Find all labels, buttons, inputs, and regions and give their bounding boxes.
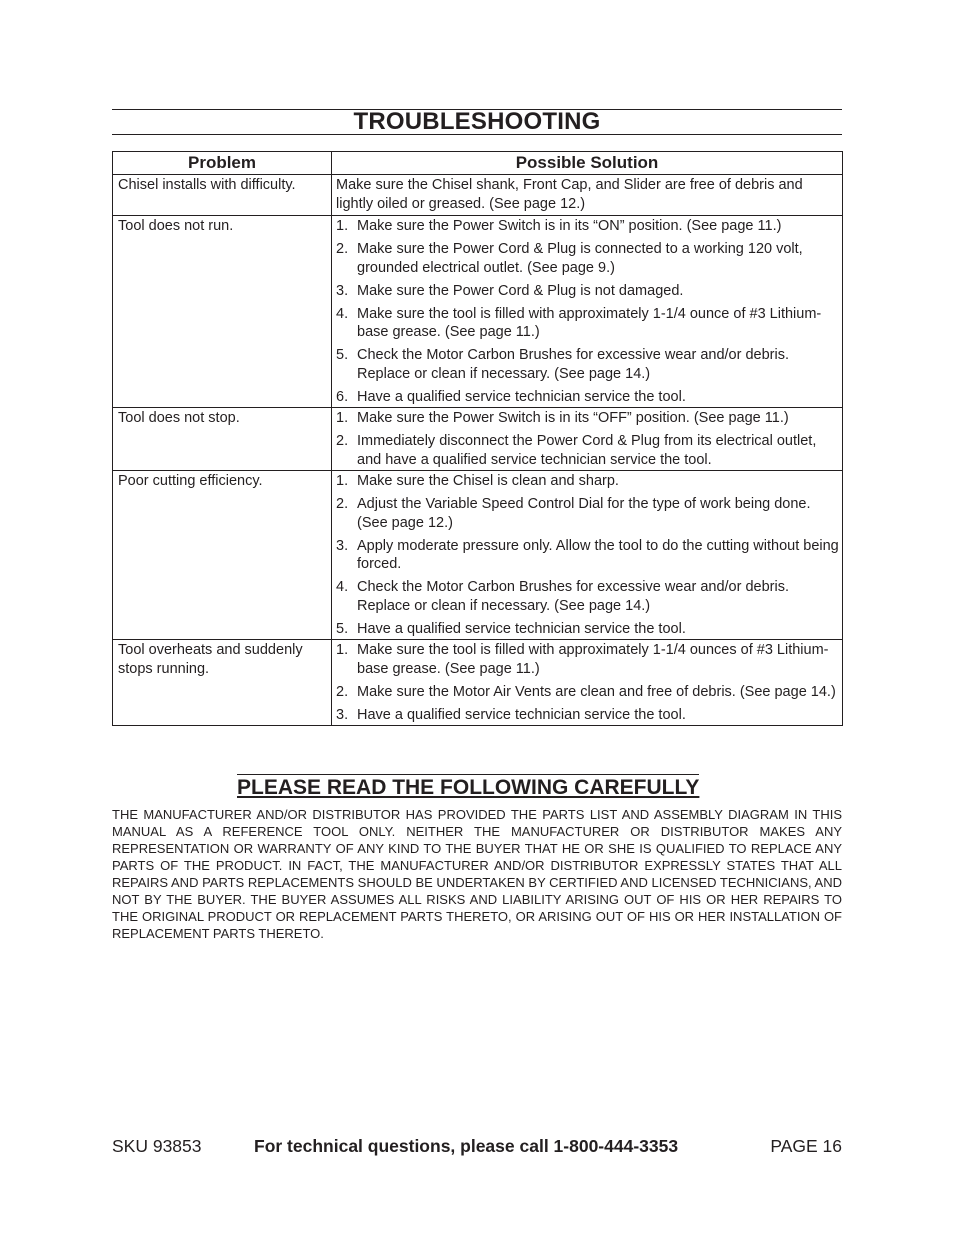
- step-text: Adjust the Variable Speed Control Dial for the type of work being done. (See page 12.): [357, 496, 811, 531]
- solution-step: [336, 282, 839, 301]
- step-number: 6.: [336, 388, 349, 405]
- step-number: 1.: [336, 218, 349, 234]
- step-text: Make sure the tool is filled with approximately 1-1/4 ounces of #3 Lithium-base grease. (See page 11.): [357, 642, 829, 677]
- solution-step: [336, 620, 839, 639]
- step-number: 2.: [336, 496, 349, 512]
- solution-cell: [332, 175, 843, 216]
- step-text: Have a qualified service technician service the tool.: [357, 388, 686, 405]
- table-row: [113, 175, 843, 216]
- problem-column-header: Problem: [113, 152, 332, 175]
- step-text: Have a qualified service technician service the tool.: [357, 620, 686, 637]
- step-number: 2.: [336, 241, 349, 257]
- problem-cell: Poor cutting efficiency.: [113, 471, 332, 640]
- step-text: Make sure the Power Cord & Plug is connected to a working 120 volt, grounded electrical outlet. (See page 9.): [357, 241, 803, 276]
- step-number: 2.: [336, 433, 349, 449]
- step-number: 4.: [336, 305, 349, 322]
- step-text: Check the Motor Carbon Brushes for excessive wear and/or debris. Replace or clean if necessary. (See page 14.): [357, 579, 789, 614]
- solution-step: [336, 472, 839, 491]
- solution-cell: [332, 640, 843, 726]
- step-number: 3.: [336, 706, 349, 723]
- solution-steps: [336, 641, 839, 724]
- notice-heading: PLEASE READ THE FOLLOWING CAREFULLY: [237, 776, 700, 799]
- problem-cell: Tool does not run.: [113, 216, 332, 408]
- step-number: 4.: [336, 579, 349, 595]
- step-text: Make sure the Chisel is clean and sharp.: [357, 473, 619, 489]
- solution-steps: [336, 472, 839, 638]
- step-number: 1.: [336, 642, 349, 658]
- step-text: Make sure the Power Cord & Plug is not damaged.: [357, 282, 684, 299]
- solution-step: [336, 683, 839, 702]
- step-text: Make sure the Power Switch is in its “OFF” position. (See page 11.): [357, 410, 789, 426]
- solution-text: Make sure the Chisel shank, Front Cap, and Slider are free of debris and lightly oiled or greased. (See page 12.): [336, 177, 803, 212]
- solution-step: [336, 388, 839, 407]
- solution-steps: [336, 217, 839, 406]
- step-number: 1.: [336, 410, 349, 426]
- problem-cell: Tool overheats and suddenly stops running.: [113, 640, 332, 726]
- problem-cell: Tool does not stop.: [113, 408, 332, 471]
- solution-step: [336, 305, 839, 342]
- footer-sku: SKU 93853: [112, 1136, 202, 1156]
- step-text: Apply moderate pressure only. Allow the tool to do the cutting without being forced.: [357, 537, 839, 572]
- disclaimer-paragraph: THE MANUFACTURER AND/OR DISTRIBUTOR HAS PROVIDED THE PARTS LIST AND ASSEMBLY DIAGRAM IN THIS MANUAL AS A REFERENCE TOOL ONLY. NEITHER THE MANUFACTURER OR DISTRIBUTOR MAKES ANY REPRESENTATION OR WARRANTY OF ANY KIND TO THE BUYER THAT HE OR SHE IS QUALIFIED TO REPLACE ANY PARTS OF THE PRODUCT. IN FACT, THE MANUFACTURER AND/OR DISTRIBUTOR EXPRESSLY STATES THAT ALL REPAIRS AND PARTS REPLACEMENTS SHOULD BE UNDERTAKEN BY CERTIFIED AND LICENSED TECHNICIANS, AND NOT BY THE BUYER. THE BUYER ASSUMES ALL RISKS AND LIABILITY ARISING OUT OF HIS OR HER REPAIRS TO THE ORIGINAL PRODUCT OR REPLACEMENT PARTS THERETO, OR ARISING OUT OF HIS OR HER INSTALLATION OF REPLACEMENT PARTS THERETO.: [112, 807, 842, 941]
- table-row: [113, 216, 843, 408]
- page-title: TROUBLESHOOTING: [353, 108, 601, 135]
- page-footer: [112, 1136, 842, 1158]
- step-text: Check the Motor Carbon Brushes for excessive wear and/or debris. Replace or clean if necessary. (See page 14.): [357, 347, 789, 382]
- step-number: 5.: [336, 620, 349, 637]
- solution-cell: [332, 471, 843, 640]
- solution-step: [336, 346, 839, 383]
- step-number: 3.: [336, 282, 349, 299]
- step-text: Immediately disconnect the Power Cord & Plug from its electrical outlet, and have a qualified service technician service the tool.: [357, 433, 817, 468]
- footer-tech-support: For technical questions, please call 1-800-444-3353: [254, 1136, 679, 1156]
- step-number: 5.: [336, 347, 349, 363]
- troubleshooting-table: [112, 151, 843, 726]
- solution-step: [336, 217, 839, 236]
- solution-step: [336, 409, 839, 428]
- solution-step: [336, 240, 839, 277]
- problem-cell: Chisel installs with difficulty.: [113, 175, 332, 216]
- table-row: [113, 640, 843, 726]
- solution-cell: [332, 408, 843, 471]
- solution-step: [336, 537, 839, 574]
- step-text: Make sure the tool is filled with approximately 1-1/4 ounce of #3 Lithium-base grease. (See page 11.): [357, 305, 822, 340]
- solution-step: [336, 641, 839, 678]
- title-rule: [112, 109, 842, 135]
- table-row: [113, 471, 843, 640]
- table-row: [113, 408, 843, 471]
- solution-column-header: Possible Solution: [332, 152, 843, 175]
- solution-step: [336, 495, 839, 532]
- step-number: 1.: [336, 473, 349, 489]
- footer-page-number: PAGE 16: [770, 1136, 842, 1156]
- solution-steps: [336, 409, 839, 469]
- solution-step: [336, 432, 839, 469]
- solution-cell: [332, 216, 843, 408]
- step-text: Make sure the Motor Air Vents are clean and free of debris. (See page 14.): [357, 683, 836, 700]
- step-text: Have a qualified service technician service the tool.: [357, 706, 686, 723]
- solution-step: [336, 706, 839, 725]
- table-header-row: [113, 152, 843, 175]
- step-number: 3.: [336, 537, 349, 554]
- step-number: 2.: [336, 683, 349, 700]
- step-text: Make sure the Power Switch is in its “ON” position. (See page 11.): [357, 218, 782, 234]
- solution-step: [336, 578, 839, 615]
